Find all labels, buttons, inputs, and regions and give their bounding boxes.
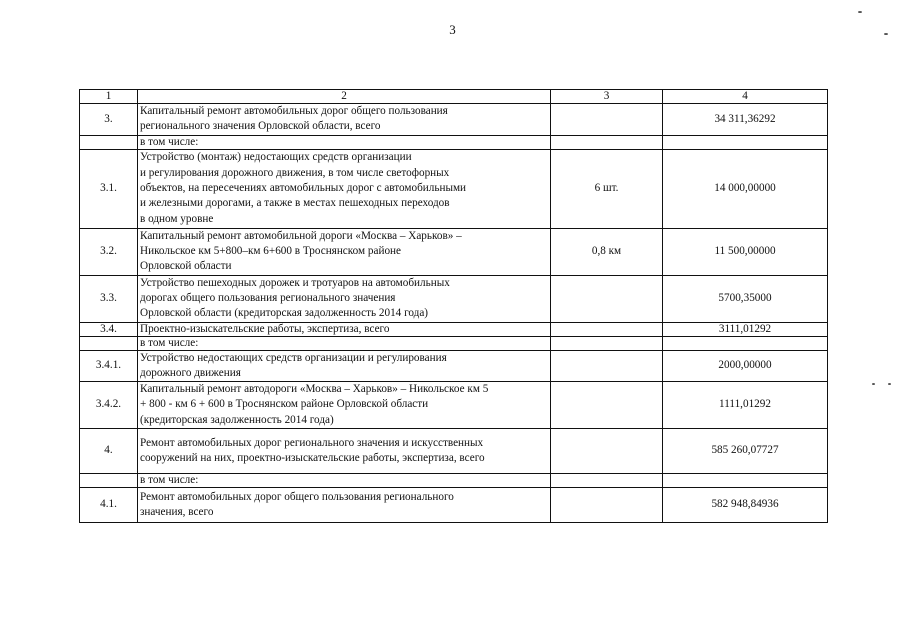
item-amount: 5700,35000 [663,275,828,322]
item-amount [663,135,828,149]
item-number: 3.3. [80,275,138,322]
description-line: (кредиторская задолженность 2014 года) [140,413,334,426]
item-amount: 585 260,07727 [663,429,828,474]
item-quantity [551,135,663,149]
item-description [138,350,551,382]
description-line: объектов, на пересечениях автомобильных дорог с автомобильными [140,181,467,194]
header-cell: 2 [138,90,551,104]
table-row [80,350,828,382]
item-description [138,275,551,322]
item-description [138,104,551,136]
item-description [138,336,551,350]
item-number: 3. [80,104,138,136]
item-description [138,474,551,488]
item-amount: 3111,01292 [663,322,828,336]
item-description [138,135,551,149]
description-line: в том числе: [140,135,199,148]
item-number [80,135,138,149]
description-line: Никольское км 5+800–км 6+600 в Троснянском районе [140,244,401,257]
header-cell: 1 [80,90,138,104]
description-line: Ремонт автомобильных дорог общего пользования регионального [140,490,454,503]
table-row [80,336,828,350]
scan-speck [888,383,891,385]
table-row [80,382,828,429]
description-line: регионального значения Орловской области, всего [140,120,381,133]
item-quantity: 6 шт. [551,149,663,228]
header-cell: 3 [551,90,663,104]
item-amount [663,474,828,488]
description-line: + 800 - км 6 + 600 в Троснянском районе Орловской области [140,398,429,411]
item-description [138,488,551,523]
table-row [80,474,828,488]
page-number: 3 [449,22,456,37]
description-line: в одном уровне [140,212,214,225]
description-line: в том числе: [140,474,199,487]
description-line: Орловской области [140,260,232,273]
item-quantity [551,104,663,136]
item-amount: 34 311,36292 [663,104,828,136]
item-number [80,336,138,350]
description-line: Капитальный ремонт автодороги «Москва – Харьков» – Никольское км 5 [140,383,489,396]
scan-speck [872,383,875,385]
item-number: 3.4. [80,322,138,336]
table-row [80,429,828,474]
item-number: 3.1. [80,149,138,228]
description-line: и железными дорогами, а также в местах пешеходных переходов [140,197,450,210]
item-amount: 14 000,00000 [663,149,828,228]
item-amount: 11 500,00000 [663,228,828,275]
description-line: в том числе: [140,336,199,349]
table-row [80,149,828,228]
item-description [138,149,551,228]
item-description [138,322,551,336]
item-number: 4.1. [80,488,138,523]
item-quantity [551,382,663,429]
description-line: Капитальный ремонт автомобильных дорог общего пользования [140,105,448,117]
item-quantity [551,350,663,382]
item-description [138,228,551,275]
description-line: Ремонт автомобильных дорог регионального значения и искусственных [140,436,484,449]
description-line: дорожного движения [140,366,241,379]
description-line: Орловской области (кредиторская задолженность 2014 года) [140,307,429,320]
estimate-table [79,89,828,523]
item-amount: 1111,01292 [663,382,828,429]
item-quantity [551,322,663,336]
table-row [80,104,828,136]
description-line: Устройство пешеходных дорожек и тротуаров на автомобильных [140,276,450,289]
description-line: и регулирования дорожного движения, в том числе светофорных [140,166,450,179]
table-row [80,275,828,322]
description-line: дорогах общего пользования регионального значения [140,291,396,304]
table-row [80,488,828,523]
description-line: значения, всего [140,506,214,519]
item-number: 3.4.2. [80,382,138,429]
description-line: Устройство недостающих средств организации и регулирования [140,351,447,364]
item-quantity [551,488,663,523]
item-number: 3.2. [80,228,138,275]
item-number: 3.4.1. [80,350,138,382]
table-header-row [80,90,828,104]
description-line: сооружений на них, проектно-изыскательские работы, экспертиза, всего [140,452,485,465]
item-quantity [551,429,663,474]
description-line: Капитальный ремонт автомобильной дороги «Москва – Харьков» – [140,229,462,242]
scan-speck [884,33,888,35]
item-quantity: 0,8 км [551,228,663,275]
item-quantity [551,336,663,350]
item-description [138,429,551,474]
item-amount: 582 948,84936 [663,488,828,523]
item-quantity [551,275,663,322]
item-amount: 2000,00000 [663,350,828,382]
item-number [80,474,138,488]
description-line: Проектно-изыскательские работы, экспертиза, всего [140,322,390,335]
description-line: Устройство (монтаж) недостающих средств организации [140,151,412,164]
item-number: 4. [80,429,138,474]
table-row [80,228,828,275]
header-cell: 4 [663,90,828,104]
item-amount [663,336,828,350]
scan-speck [858,11,862,13]
item-quantity [551,474,663,488]
table-row [80,135,828,149]
item-description [138,382,551,429]
table-row [80,322,828,336]
